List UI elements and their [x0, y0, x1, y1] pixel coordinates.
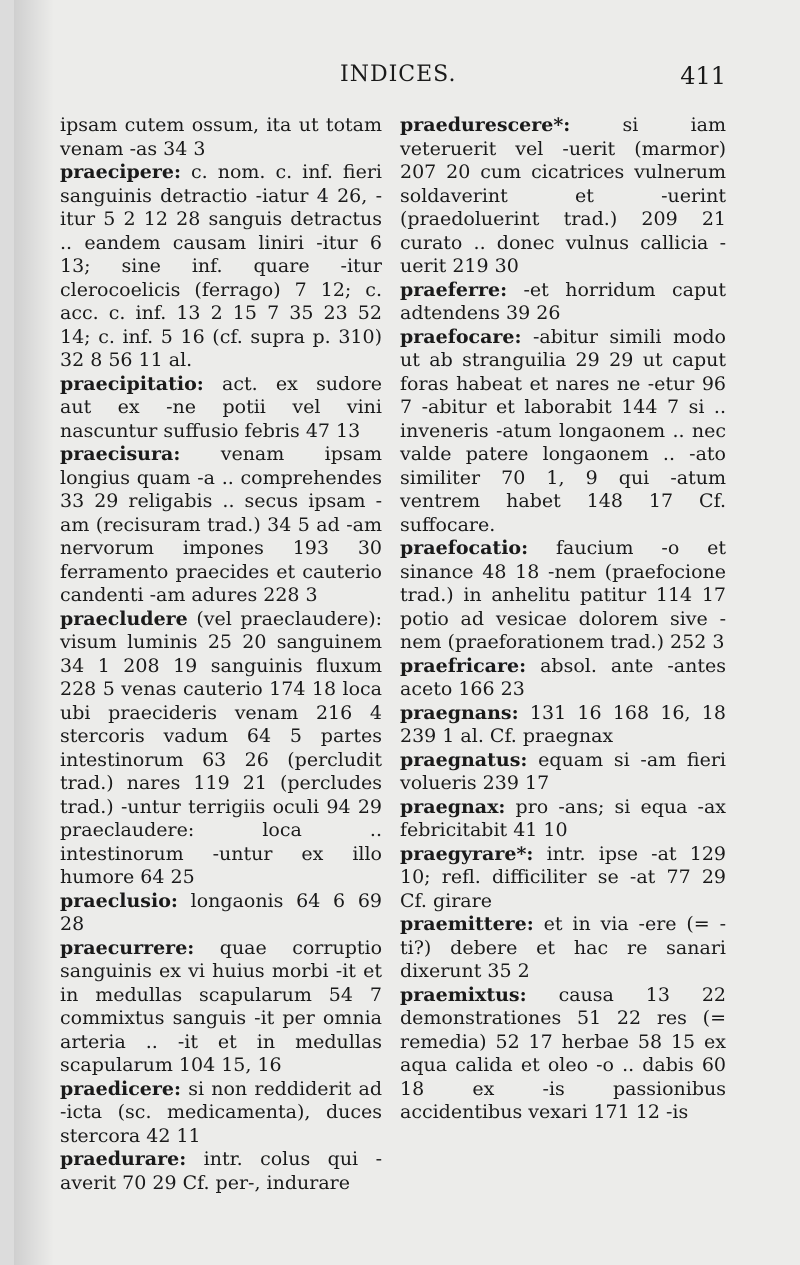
entry-text: act. ex sudore aut ex -ne potii vel vini nascuntur suffusio febris 47 13: [60, 372, 382, 442]
entry-text: intr. colus qui -averit 70 29 Cf. per-, indurare: [60, 1148, 382, 1194]
entry-text: -abitur simili modo ut ab stranguilia 29 29 ut caput foras habeat et nares ne -etur 96 7 -abitur et laborabit 144 7 si .. inveneris -atum longaonem .. nec valde patere longaonem .. -ato similiter 70 1, 9 qui -atum ventrem habet 148 17 Cf. suffocare.: [400, 325, 727, 536]
index-entry: [400, 537, 726, 655]
entry-text: quae corruptio sanguinis ex vi huius morbi -it et in medullas scapularum 54 7 commixtus sanguis -it per omnia arteria .. -it et in medullas scapularum 104 15, 16: [60, 936, 383, 1076]
running-title: INDICES.: [340, 62, 457, 87]
index-entry: [400, 796, 726, 843]
page-number: 411: [680, 62, 726, 90]
index-entry: [400, 326, 726, 538]
index-entry: [400, 114, 726, 279]
index-entry: [400, 702, 726, 749]
entry-headword: praefocare:: [400, 325, 522, 348]
entry-text: 131 16 168 16, 18 239 1 al. Cf. praegnax: [400, 701, 726, 747]
index-entry: [60, 373, 382, 444]
right-column: [400, 114, 726, 1125]
left-column: [60, 114, 382, 1195]
entry-headword: praeferre:: [400, 278, 508, 301]
entry-headword: praecipitatio:: [60, 372, 204, 395]
entry-headword: praeclusio:: [60, 889, 178, 912]
index-entry: [60, 937, 382, 1078]
entry-headword: praecludere: [60, 607, 188, 630]
entry-headword: praegnans:: [400, 701, 519, 724]
entry-text: pro -ans; si equa -ax febricitabit 41 10: [400, 795, 726, 841]
entry-text: faucium -o et sinance 48 18 -nem (praefocione trad.) in anhelitu patitur 114 17 potio ad vesicae dolorem sive -nem (praeforationem trad.) 252 3: [400, 537, 726, 653]
index-entry: [60, 1148, 382, 1195]
entry-text: et in via -ere (= -ti?) debere et hac re sanari dixerunt 35 2: [400, 913, 726, 982]
index-entry: [400, 749, 726, 796]
entry-text: -et horridum caput adtendens 39 26: [400, 278, 726, 324]
entry-text: venam ipsam longius quam -a .. comprehendes 33 29 religabis .. secus ipsam -am (recisuram trad.) 34 5 ad -am nervorum impones 193 30 ferramento praecides et cauterio candenti -am adures 228 3: [60, 443, 382, 606]
entry-text: intr. ipse -at 129 10; refl. difficiliter se -at 77 29 Cf. girare: [400, 842, 726, 912]
entry-headword: praecipere:: [60, 161, 181, 183]
entry-text: si iam veteruerit vel -uerit (marmor) 207 20 cum cicatrices vulnerum soldaverint et -uerint (praedoluerint trad.) 209 21 curato .. donec vulnus callicia -uerit 219 30: [400, 114, 726, 277]
entry-text: ipsam cutem ossum, ita ut totam venam -as 34 3: [60, 114, 382, 160]
entry-headword: praegnatus:: [400, 748, 528, 771]
entry-headword: praedurescere*:: [400, 114, 571, 136]
entry-headword: praedurare:: [60, 1148, 187, 1170]
entry-text: causa 13 22 demonstrationes 51 22 res (= remedia) 52 17 herbae 58 15 ex aqua calida et oleo -o .. dabis 60 18 ex -is passionibus accidentibus vexari 171 12 -is: [400, 983, 726, 1123]
entry-headword: praedicere:: [60, 1077, 181, 1100]
index-entry: [400, 279, 726, 326]
index-entry: [400, 913, 726, 984]
entry-headword: praecurrere:: [60, 936, 195, 959]
entry-headword: praefocatio:: [400, 537, 529, 559]
index-entry: [60, 443, 382, 608]
entry-headword: praegnax:: [400, 795, 506, 818]
book-page: [14, 0, 800, 1265]
index-entry: [400, 984, 726, 1125]
entry-headword: praemixtus:: [400, 983, 527, 1006]
entry-headword: praefricare:: [400, 654, 527, 677]
entry-text: longaonis 64 6 69 28: [60, 889, 382, 935]
index-entry: [60, 161, 382, 373]
entry-headword: praegyrare*:: [400, 842, 534, 865]
entry-text: si non reddiderit ad -icta (sc. medicamenta), duces stercora 42 11: [60, 1077, 382, 1147]
entry-text: absol. ante -antes aceto 166 23: [400, 654, 726, 700]
running-header: [14, 62, 800, 102]
index-entry: [400, 843, 726, 914]
index-entry: [400, 655, 726, 702]
index-entry: [60, 608, 382, 890]
index-entry: [60, 114, 382, 161]
entry-headword: praemittere:: [400, 913, 534, 935]
entry-text: (vel praeclaudere): visum luminis 25 20 sanguinem 34 1 208 19 sanguinis fluxum 228 5 venas cauterio 174 18 loca ubi praecideris venam 216 4 stercoris vadum 64 5 partes intestinorum 63 26 (percludit trad.) nares 119 21 (percludes trad.) -untur terrigiis oculi 94 29 praeclaudere: loca .. intestinorum -untur ex illo humore 64 25: [60, 607, 383, 888]
entry-text: c. nom. c. inf. fieri sanguinis detractio -iatur 4 26, -itur 5 2 12 28 sanguis detractus .. eandem causam liniri -itur 6 13; sine inf. quare -itur clerocoelicis (ferrago) 7 12; c. acc. c. inf. 13 2 15 7 35 23 52 14; c. inf. 5 16 (cf. supra p. 310) 32 8 56 11 al.: [60, 161, 382, 371]
index-entry: [60, 890, 382, 937]
index-entry: [60, 1078, 382, 1149]
page-gutter-shadow: [14, 0, 54, 1265]
entry-text: equam si -am fieri volueris 239 17: [400, 748, 726, 794]
entry-headword: praecisura:: [60, 443, 181, 465]
